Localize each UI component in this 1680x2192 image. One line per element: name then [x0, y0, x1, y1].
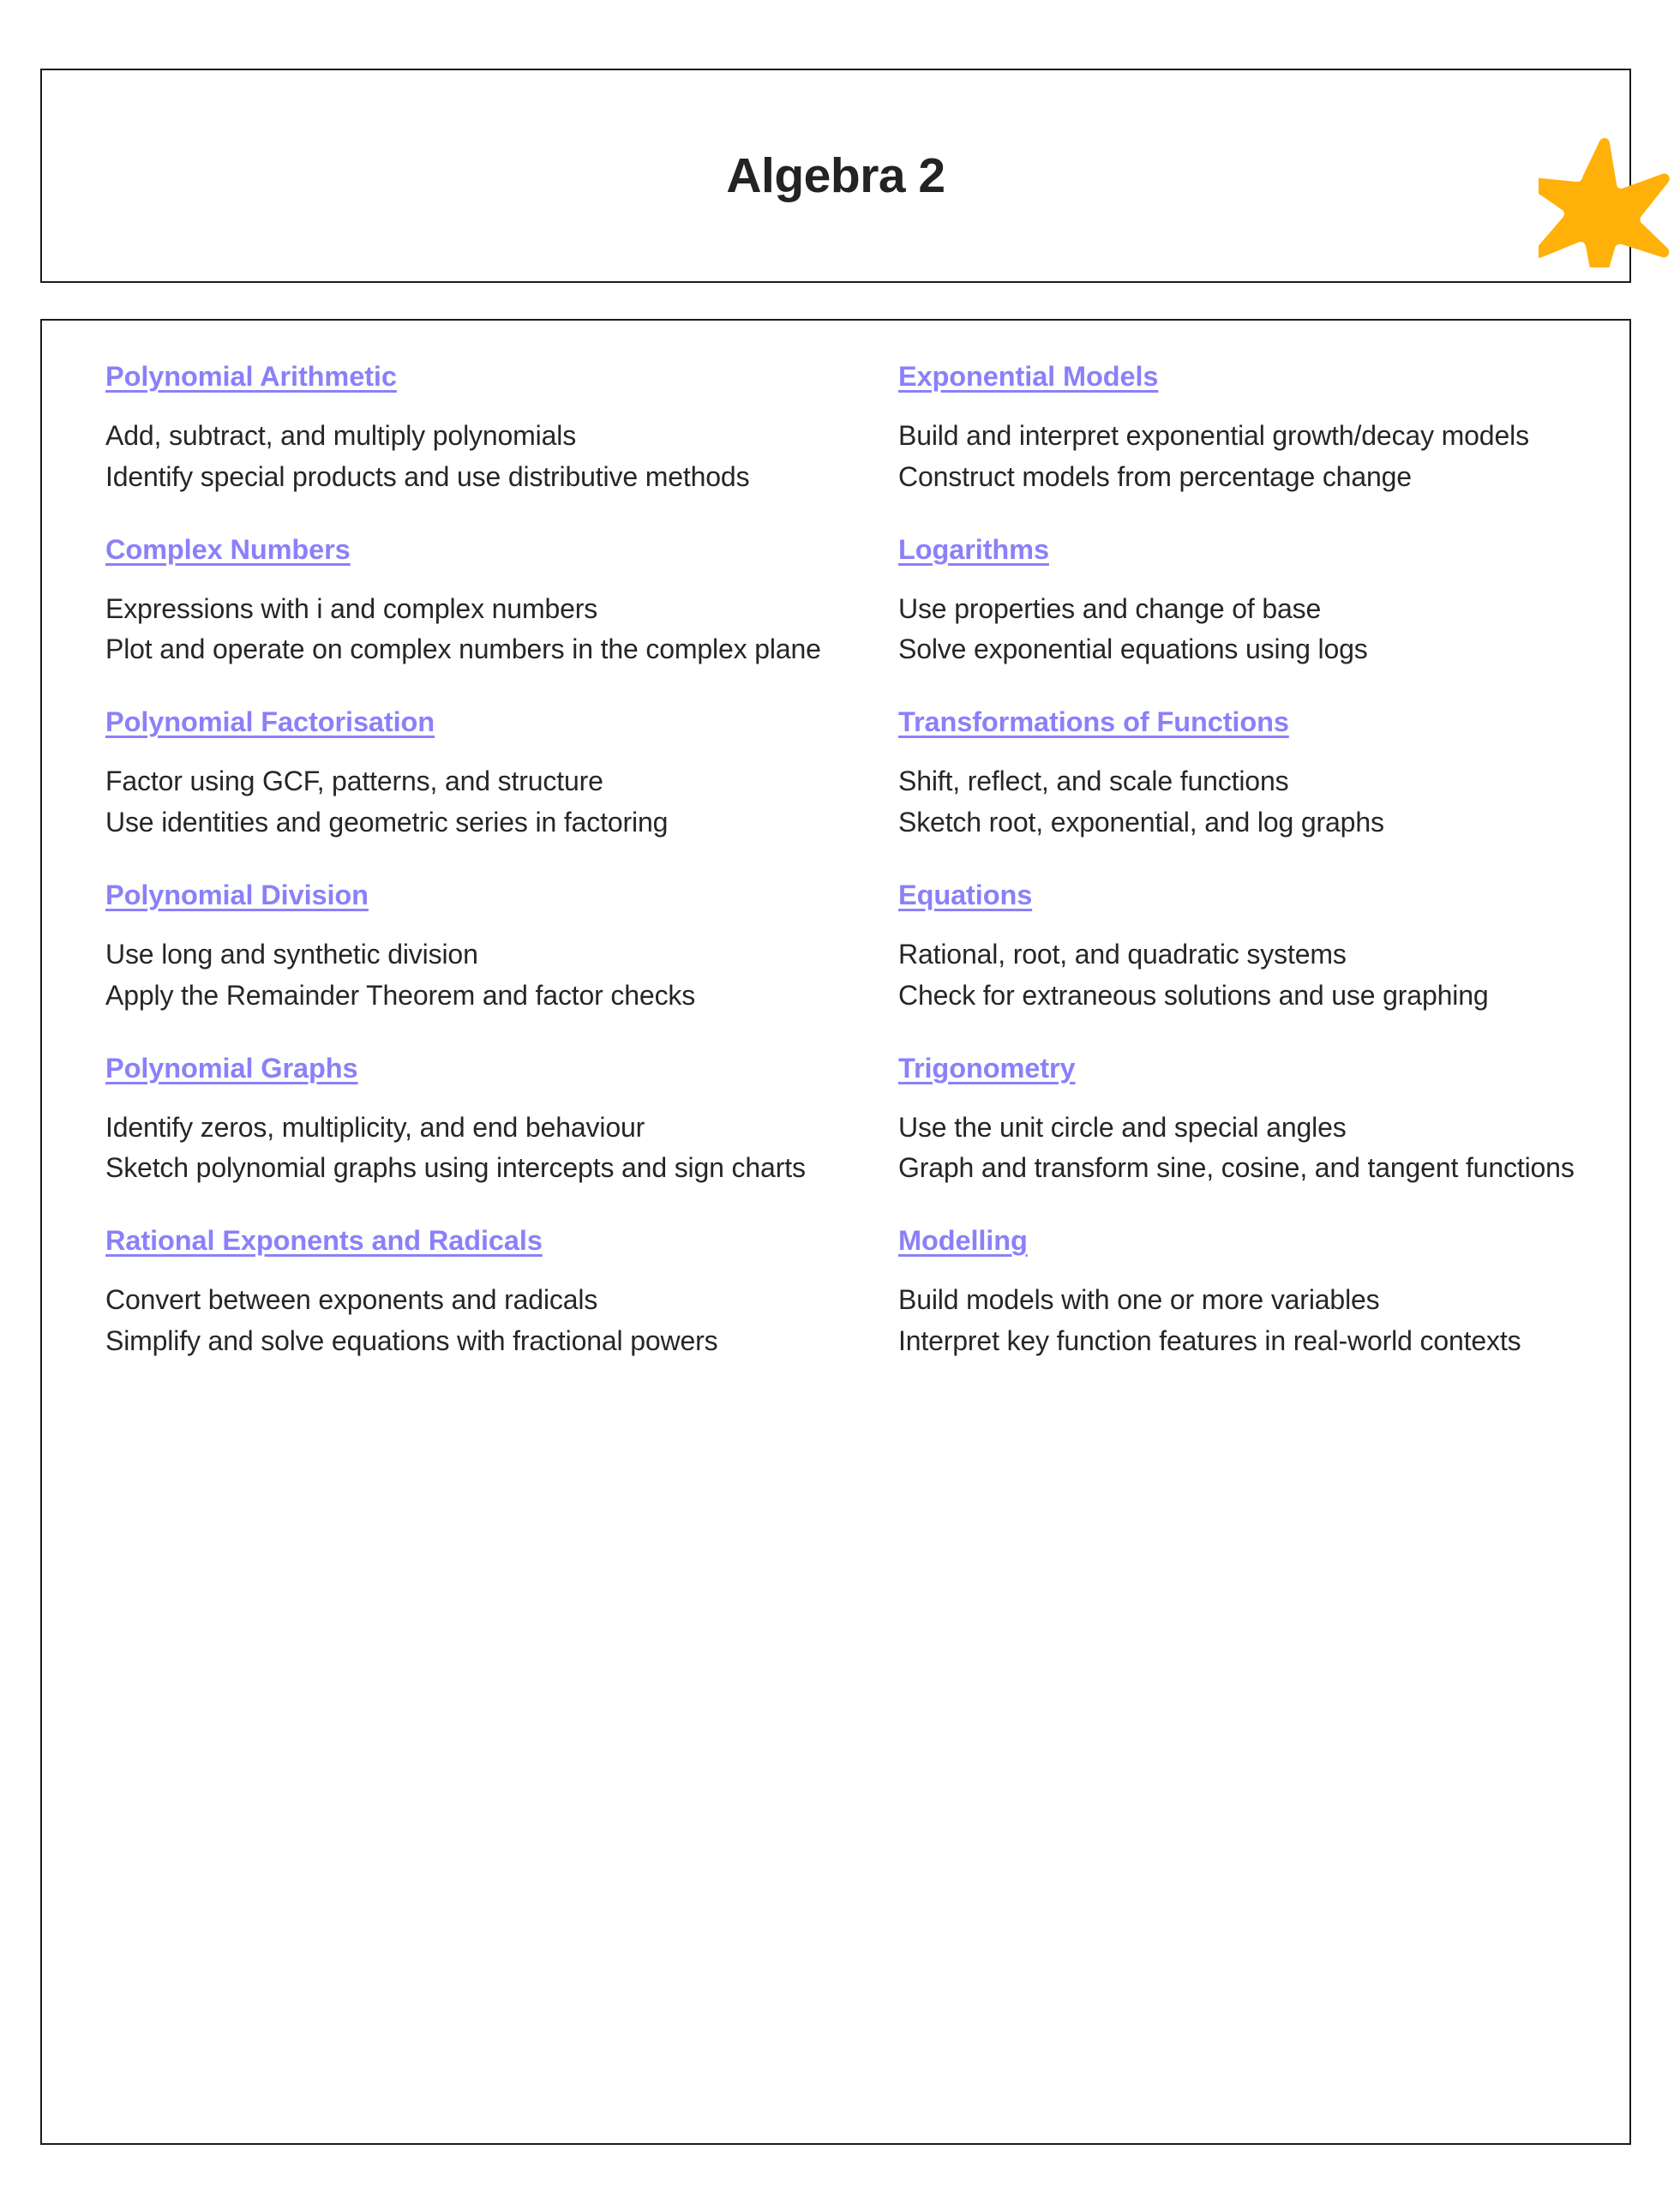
topic-heading[interactable]: Modelling [898, 1225, 1028, 1257]
topic-body [105, 1280, 856, 1362]
topic-heading[interactable]: Rational Exponents and Radicals [105, 1225, 543, 1257]
two-column-layout [42, 321, 1629, 2143]
topic-line: Sketch polynomial graphs using intercepts and sign charts [105, 1152, 806, 1184]
topic-line: Simplify and solve equations with fractional powers [105, 1325, 718, 1357]
topic-body [898, 416, 1576, 498]
topic-line: Build models with one or more variables [898, 1284, 1380, 1316]
topic-line: Convert between exponents and radicals [105, 1284, 598, 1316]
topic-line: Identify special products and use distributive methods [105, 460, 750, 492]
right-column [882, 360, 1593, 2109]
topic-line: Use the unit circle and special angles [898, 1111, 1347, 1143]
topic-line: Shift, reflect, and scale functions [898, 766, 1289, 797]
topic-line: Construct models from percentage change [898, 460, 1412, 492]
topic-line: Check for extraneous solutions and use graphing [898, 979, 1489, 1011]
topic-body [898, 761, 1576, 844]
topic-heading[interactable]: Logarithms [898, 533, 1049, 565]
topic-body [105, 416, 856, 498]
topic-section-transformations-of-functions [898, 706, 1576, 844]
topic-section-exponential-models [898, 360, 1576, 498]
content-box [40, 319, 1631, 2145]
topic-section-polynomial-arithmetic [105, 360, 856, 498]
topic-line: Use properties and change of base [898, 592, 1322, 624]
topic-line: Graph and transform sine, cosine, and tangent functions [898, 1152, 1575, 1184]
topic-section-equations [898, 879, 1576, 1017]
topic-line: Interpret key function features in real-world contexts [898, 1325, 1521, 1357]
topic-heading[interactable]: Trigonometry [898, 1052, 1076, 1084]
topic-line: Apply the Remainder Theorem and factor checks [105, 979, 696, 1011]
header-box [40, 69, 1631, 283]
topic-line: Factor using GCF, patterns, and structure [105, 766, 603, 797]
topic-section-logarithms [898, 533, 1576, 671]
topic-body [898, 1280, 1576, 1362]
topic-heading[interactable]: Polynomial Arithmetic [105, 361, 397, 392]
topic-heading[interactable]: Transformations of Functions [898, 706, 1289, 738]
topic-section-polynomial-factorisation [105, 706, 856, 844]
left-column [63, 360, 882, 2109]
topic-section-modelling [898, 1224, 1576, 1362]
topic-body [105, 1108, 856, 1190]
topic-heading[interactable]: Polynomial Factorisation [105, 706, 435, 738]
topic-body [105, 934, 856, 1017]
topic-section-rational-exponents-and-radicals [105, 1224, 856, 1362]
topic-line: Use identities and geometric series in factoring [105, 807, 669, 838]
topic-heading[interactable]: Exponential Models [898, 361, 1159, 392]
topic-line: Sketch root, exponential, and log graphs [898, 807, 1384, 838]
topic-body [898, 934, 1576, 1017]
topic-section-complex-numbers [105, 533, 856, 671]
topic-line: Add, subtract, and multiply polynomials [105, 420, 577, 451]
topic-line: Use long and synthetic division [105, 938, 478, 970]
topic-line: Identify zeros, multiplicity, and end behaviour [105, 1111, 645, 1143]
topic-line: Build and interpret exponential growth/decay models [898, 420, 1529, 451]
topic-section-trigonometry [898, 1052, 1576, 1190]
topic-body [898, 589, 1576, 671]
topic-body [105, 589, 856, 671]
topic-heading[interactable]: Polynomial Graphs [105, 1052, 358, 1084]
topic-body [898, 1108, 1576, 1190]
page-title: Algebra 2 [726, 147, 945, 203]
topic-section-polynomial-graphs [105, 1052, 856, 1190]
topic-line: Rational, root, and quadratic systems [898, 938, 1347, 970]
topic-line: Expressions with i and complex numbers [105, 592, 598, 624]
topic-line: Plot and operate on complex numbers in the complex plane [105, 634, 821, 665]
topic-heading[interactable]: Equations [898, 879, 1033, 910]
topic-heading[interactable]: Complex Numbers [105, 533, 351, 565]
topic-heading[interactable]: Polynomial Division [105, 879, 369, 910]
topic-body [105, 761, 856, 844]
topic-line: Solve exponential equations using logs [898, 634, 1368, 665]
topic-section-polynomial-division [105, 879, 856, 1017]
